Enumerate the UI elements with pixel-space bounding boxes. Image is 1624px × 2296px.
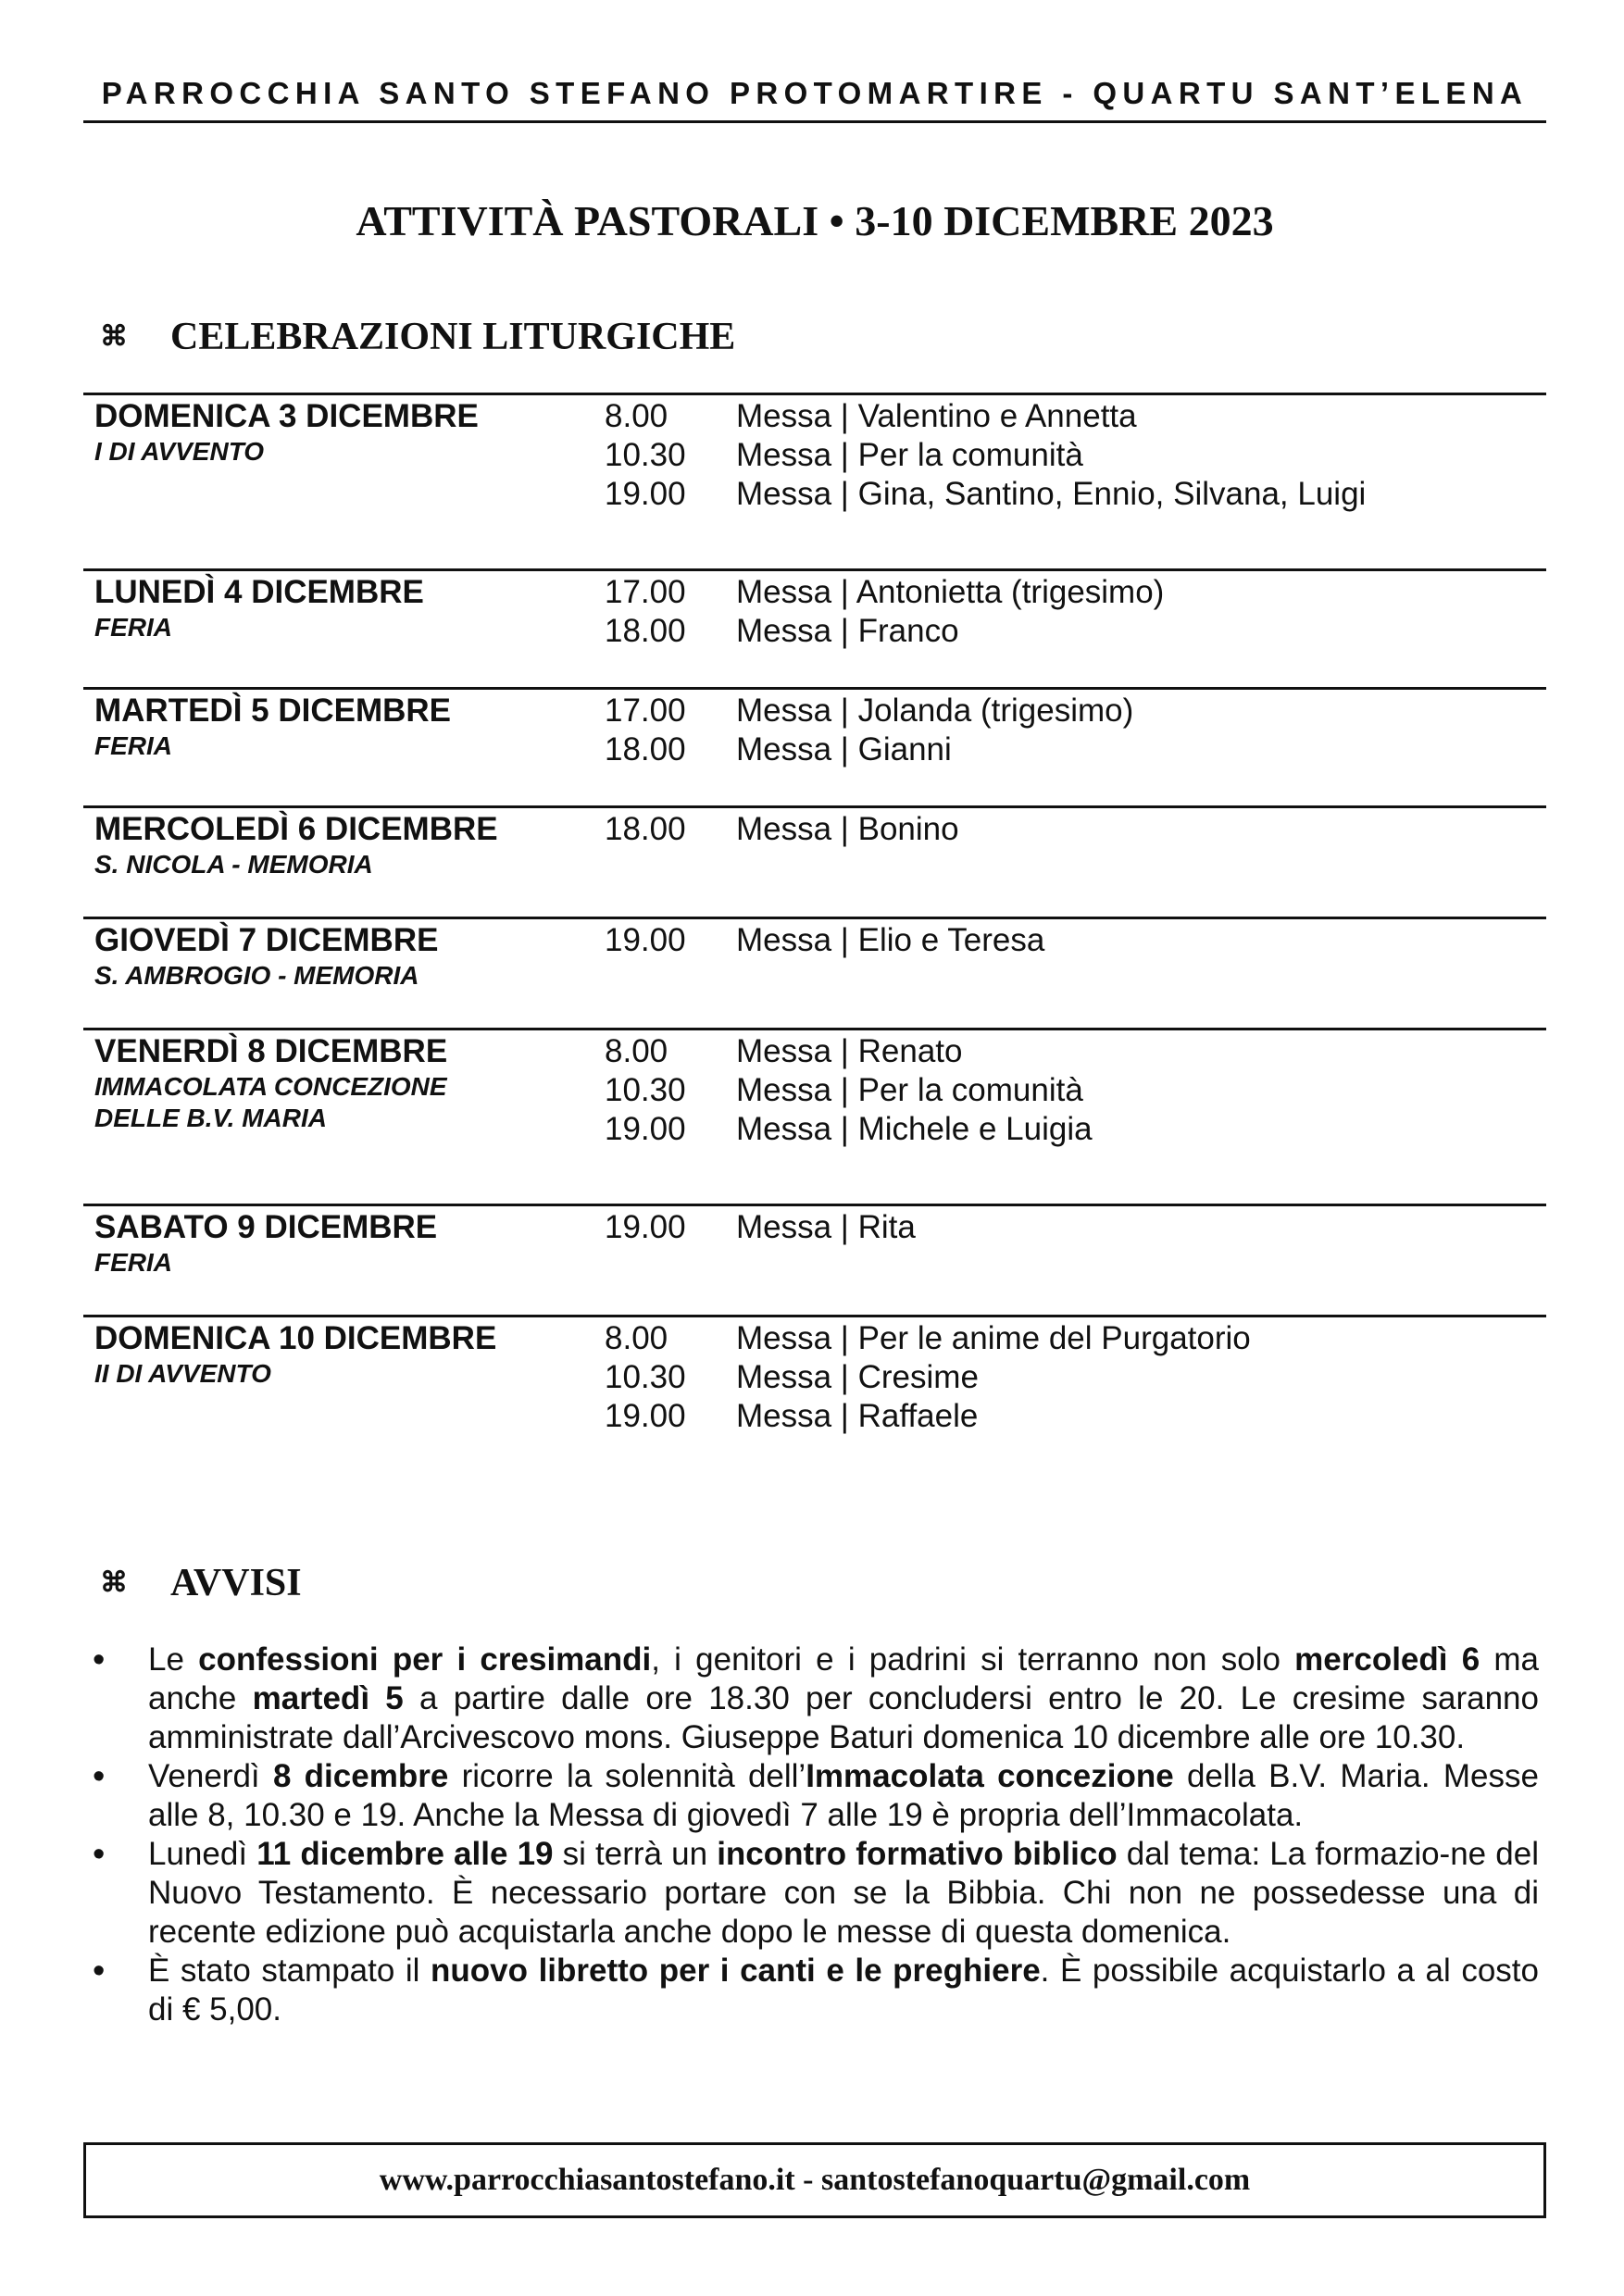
notice-item xyxy=(89,1641,1539,1757)
day-name: MARTEDÌ 5 DICEMBRE xyxy=(94,693,452,729)
notice-text: della B.V. Maria. Messe alle 8, 10.30 e 19. Anche la Messa di giovedì 7 alle 19 è propria dell’Immacolata. xyxy=(148,1758,1539,1833)
section-label: CELEBRAZIONI LITURGICHE xyxy=(170,316,736,358)
mass-time: 10.30 xyxy=(605,437,686,473)
notice-text: Lunedì xyxy=(148,1836,257,1872)
mass-row xyxy=(605,436,1546,475)
day-heading xyxy=(94,692,594,762)
star-bullet-icon: ⌘ xyxy=(100,321,128,352)
mass-list xyxy=(605,690,1546,769)
mass-intention: Messa | Raffaele xyxy=(736,1398,979,1434)
mass-time: 8.00 xyxy=(605,398,668,434)
day-block xyxy=(83,1028,1546,1204)
day-block xyxy=(83,687,1546,805)
notice-text: ricorre la solennità dell’ xyxy=(448,1758,806,1794)
day-name: MERCOLEDÌ 6 DICEMBRE xyxy=(94,811,498,847)
day-heading xyxy=(94,573,594,643)
notice-emphasis: confessioni per i cresimandi xyxy=(198,1641,652,1678)
notice-text: si terrà un xyxy=(553,1836,718,1872)
mass-time: 17.00 xyxy=(605,693,686,729)
day-name: SABATO 9 DICEMBRE xyxy=(94,1209,438,1245)
notice-text: Le xyxy=(148,1641,199,1678)
mass-row xyxy=(605,921,1546,960)
bullet-icon: • xyxy=(93,1952,106,1990)
mass-row xyxy=(605,1397,1546,1436)
mass-time: 19.00 xyxy=(605,1398,686,1434)
liturgical-day-label: FERIA xyxy=(94,613,172,642)
mass-list xyxy=(605,919,1546,960)
notice-item xyxy=(89,1952,1539,2029)
mass-row xyxy=(605,1358,1546,1397)
section-heading-liturgy xyxy=(100,315,735,359)
mass-intention: Messa | Cresime xyxy=(736,1359,979,1395)
mass-list xyxy=(605,1030,1546,1149)
day-heading xyxy=(94,397,594,468)
bullet-icon: • xyxy=(93,1835,106,1874)
mass-row xyxy=(605,573,1546,612)
notice-text: . È possibile acquistarlo a al costo di € 5,00. xyxy=(148,1953,1539,2028)
mass-intention: Messa | Jolanda (trigesimo) xyxy=(736,693,1134,729)
mass-intention: Messa | Per la comunità xyxy=(736,1072,1083,1108)
mass-row xyxy=(605,1071,1546,1110)
mass-row xyxy=(605,810,1546,849)
day-name: DOMENICA 3 DICEMBRE xyxy=(94,398,479,434)
notice-emphasis: 11 dicembre alle 19 xyxy=(256,1836,554,1872)
liturgical-day-label: S. NICOLA - MEMORIA xyxy=(94,850,373,879)
mass-row xyxy=(605,1032,1546,1071)
bullet-icon: • xyxy=(93,1757,106,1796)
mass-intention: Messa | Rita xyxy=(736,1209,916,1245)
day-heading xyxy=(94,1208,594,1279)
notice-emphasis: martedì 5 xyxy=(252,1680,404,1716)
day-block xyxy=(83,1204,1546,1315)
liturgical-day-label: I DI AVVENTO xyxy=(94,437,265,466)
liturgical-day-label: FERIA xyxy=(94,1248,172,1277)
mass-row xyxy=(605,475,1546,514)
day-heading xyxy=(94,1032,594,1134)
mass-row xyxy=(605,612,1546,651)
day-block xyxy=(83,917,1546,1028)
mass-intention: Messa | Per la comunità xyxy=(736,437,1083,473)
mass-intention: Messa | Elio e Teresa xyxy=(736,922,1045,958)
day-name: GIOVEDÌ 7 DICEMBRE xyxy=(94,922,439,958)
liturgical-day-label: FERIA xyxy=(94,731,172,760)
mass-intention: Messa | Franco xyxy=(736,613,959,649)
parish-header: PARROCCHIA SANTO STEFANO PROTOMARTIRE - QUARTU SANT’ELENA xyxy=(101,76,1529,110)
mass-time: 19.00 xyxy=(605,1209,686,1245)
liturgical-day-label: DELLE B.V. MARIA xyxy=(94,1104,327,1132)
mass-intention: Messa | Bonino xyxy=(736,811,959,847)
notice-item xyxy=(89,1835,1539,1952)
mass-intention: Messa | Gina, Santino, Ennio, Silvana, Luigi xyxy=(736,476,1367,512)
mass-row xyxy=(605,1208,1546,1247)
mass-intention: Messa | Per le anime del Purgatorio xyxy=(736,1320,1251,1356)
notice-text: , i genitori e i padrini si terranno non solo xyxy=(651,1641,1295,1678)
liturgical-day-label: II DI AVVENTO xyxy=(94,1359,271,1388)
mass-intention: Messa | Renato xyxy=(736,1033,963,1069)
mass-time: 10.30 xyxy=(605,1072,686,1108)
mass-time: 19.00 xyxy=(605,922,686,958)
day-name: DOMENICA 10 DICEMBRE xyxy=(94,1320,497,1356)
notice-emphasis: mercoledì 6 xyxy=(1294,1641,1480,1678)
day-heading xyxy=(94,810,594,880)
mass-time: 18.00 xyxy=(605,811,686,847)
day-heading xyxy=(94,1319,594,1390)
mass-intention: Messa | Michele e Luigia xyxy=(736,1111,1093,1147)
page-title: ATTIVITÀ PASTORALI • 3-10 DICEMBRE 2023 xyxy=(356,197,1274,244)
mass-time: 18.00 xyxy=(605,613,686,649)
star-bullet-icon: ⌘ xyxy=(100,1567,128,1598)
notice-emphasis: incontro formativo biblico xyxy=(717,1836,1118,1872)
mass-list xyxy=(605,395,1546,514)
mass-row xyxy=(605,692,1546,730)
liturgy-schedule xyxy=(83,393,1546,1463)
notice-text: Venerdì xyxy=(148,1758,273,1794)
mass-list xyxy=(605,808,1546,849)
mass-time: 10.30 xyxy=(605,1359,686,1395)
day-block xyxy=(83,805,1546,917)
mass-list xyxy=(605,1206,1546,1247)
footer-contacts: www.parrocchiasantostefano.it - santostefanoquartu@gmail.com xyxy=(83,2142,1546,2218)
mass-time: 19.00 xyxy=(605,1111,686,1147)
mass-intention: Messa | Valentino e Annetta xyxy=(736,398,1137,434)
bullet-icon: • xyxy=(93,1641,106,1679)
mass-intention: Messa | Antonietta (trigesimo) xyxy=(736,574,1165,610)
header-rule xyxy=(83,120,1546,123)
notice-emphasis: 8 dicembre xyxy=(272,1758,449,1794)
day-heading xyxy=(94,921,594,992)
day-block xyxy=(83,568,1546,687)
notice-text: a partire dalle ore 18.30 per concludersi entro le 20. Le cresime saranno amministrate dall’Arcivescovo mons. Giuseppe Baturi domenica 10 dicembre alle ore 10.30. xyxy=(148,1680,1539,1755)
liturgical-day-label: S. AMBROGIO - MEMORIA xyxy=(94,961,419,990)
notice-text: dal tema: La formazio-ne del Nuovo Testamento. È necessario portare con se la Bibbia. Chi non ne possedesse una di recente edizione può acquistarla anche dopo le messe di questa domenica. xyxy=(148,1836,1539,1950)
section-label: AVVISI xyxy=(170,1562,302,1604)
notice-emphasis: nuovo libretto per i canti e le preghiere xyxy=(431,1953,1041,1989)
mass-row xyxy=(605,730,1546,769)
mass-time: 19.00 xyxy=(605,476,686,512)
mass-list xyxy=(605,1317,1546,1436)
mass-time: 8.00 xyxy=(605,1033,668,1069)
mass-row xyxy=(605,397,1546,436)
notice-item xyxy=(89,1757,1539,1835)
mass-time: 18.00 xyxy=(605,731,686,767)
notice-emphasis: Immacolata concezione xyxy=(806,1758,1174,1794)
mass-row xyxy=(605,1319,1546,1358)
notice-text: ma anche xyxy=(148,1641,1539,1716)
day-block xyxy=(83,393,1546,568)
day-name: LUNEDÌ 4 DICEMBRE xyxy=(94,574,424,610)
mass-time: 8.00 xyxy=(605,1320,668,1356)
notices-list xyxy=(89,1641,1539,2029)
mass-row xyxy=(605,1110,1546,1149)
day-block xyxy=(83,1315,1546,1463)
day-name: VENERDÌ 8 DICEMBRE xyxy=(94,1033,448,1069)
mass-list xyxy=(605,571,1546,651)
mass-time: 17.00 xyxy=(605,574,686,610)
notice-text: È stato stampato il xyxy=(148,1953,431,1989)
mass-intention: Messa | Gianni xyxy=(736,731,952,767)
liturgical-day-label: IMMACOLATA CONCEZIONE xyxy=(94,1072,447,1101)
section-heading-notices xyxy=(100,1561,302,1605)
